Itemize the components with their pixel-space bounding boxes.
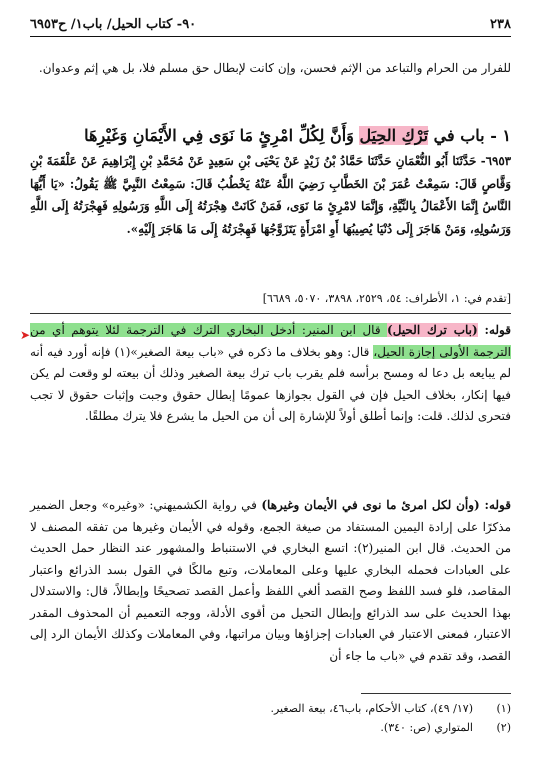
page-header (30, 14, 511, 34)
chapter-title (30, 124, 511, 148)
running-title: ٩٠- كتاب الحيل/ باب١/ ح٦٩٥٣ (30, 16, 197, 32)
commentary-1-highlight: قال ابن المنير: أدخل البخاري الترك في الترجمة لئلا يتوهم أي من الترجمة الأولى إجازة الحيل، (30, 323, 511, 359)
commentary-1-text: قال: وهو بخلاف ما ذكره في «باب بيعة الصغير»(١) فإنه أورد فيه أنه لم يبايعه بل دعا له ومسح برأسه فلم يقرب باب ترك بيعة الصغير وذلك أن بيعته لو وقعت لم يكن فيها إنكار، بخلاف الحيل فإن في القول بجوازها عمومًا إبطال حقوق وجبت وإثبات حقوق لا تجب فتحرى لذلك. قلت: وإنما أطلق أولاً للإشارة إلى أن من الحيل ما يشرع فلا يترك مطلقًا. (30, 344, 511, 423)
footnote-item (30, 699, 511, 718)
chapter-highlight: تَرْكِ الحِيَل (359, 126, 429, 145)
footnote-text: (١٧/ ٤٩)، كتاب الأحكام، باب٤٦، بيعة الصغير. (270, 702, 473, 715)
commentary-2-text: في رواية الكشميهني: «وغيره» وجعل الضمير مذكرًا على إرادة اليمين المستفاد من صيغة الجمع، وقوله في الأيمان وغيرها من تفقه المصنف لا من الحديث. قال ابن المنير(٢): اتسع البخاري في الاستنباط والمشهور عند النظار حمل الحديث على العبادات فحمله البخاري عليها وعلى المعاملات، وتبع مالكًا في القول بسد الذرائع واعتبار المقاصد، فلو فسد اللفظ وصح القصد ألغي اللفظ وأعمل القصد تصحيحًا وإبطالاً، قال: والاستدلال بهذا الحديث على سد الذرائع وإبطال التحيل من أقوى الأدلة، ووجه التعميم أن المحذوف المقدر الاعتبار، فمعنى الاعتبار في العبادات إجزاؤها وبيان مراتبها، وفي المعاملات وكذلك الأيمان الرد إلى القصد، وقد تقدم في «باب ما جاء أن (30, 498, 511, 663)
footnote-number: (٢) (496, 721, 511, 734)
arrow-marker (1, 328, 30, 342)
footnote-divider (361, 693, 511, 694)
commentary-1 (30, 320, 511, 428)
commentary-2-quote: (وأن لكل امرئ ما نوى في الأيمان وغيرها) (261, 498, 480, 512)
hadith-text: - حَدَّثَنَا أَبُو النُّعْمَانِ حَدَّثَنَا حَمَّادُ بْنُ زَيْدٍ عَنْ يَحْيَى بْنِ سَعِيدٍ عَنْ مُحَمَّدِ بْنِ إِبْرَاهِيمَ عَنْ عَلْقَمَةَ بْنِ وَقَّاصٍ قَالَ: سَمِعْتُ عُمَرَ بْنَ الخَطَّابِ رَضِيَ اللَّهُ عَنْهُ يَخْطُبُ قَالَ: سَمِعْتُ النَّبِيَّ ﷺ يَقُولُ: «يَا أَيُّهَا النَّاسُ إِنَّمَا الأَعْمَالُ بِالنِّيَّةِ، وَإِنَّمَا لامْرِئٍ مَا نَوَى، فَمَنْ كَانَتْ هِجْرَتُهُ إِلَى اللَّهِ وَرَسُولِهِ فَهِجْرَتُهُ إِلَى اللَّهِ وَرَسُولِهِ، وَمَنْ هَاجَرَ إِلَى دُنْيَا يُصِيبُهَا أَوِ امْرَأَةٍ يَتَزَوَّجُهَا فَهِجْرَتُهُ إِلَى مَا هَاجَرَ إِلَيْهِ». (30, 154, 511, 236)
footnotes (30, 699, 511, 737)
commentary-2 (30, 495, 511, 667)
chapter-prefix: ١ - باب في (428, 126, 511, 145)
page-number: ٢٣٨ (490, 16, 511, 32)
commentary-1-quote: (باب ترك الحيل) (387, 323, 478, 337)
commentary-1-lead: قوله: (477, 323, 511, 337)
footnote-number: (١) (496, 702, 511, 715)
arrow-icon: ➤ (19, 328, 30, 342)
section-divider (30, 313, 511, 314)
footnote-item (30, 718, 511, 737)
header-divider (30, 36, 511, 37)
hadith-text-block (30, 150, 511, 240)
cross-references: [تقدم في: ١، الأطراف: ٥٤، ٢٥٢٩، ٣٨٩٨، ٥٠٧٠، ٦٦٨٩] (262, 292, 511, 305)
intro-paragraph: للفرار من الحرام والتباعد من الإثم فحسن، وإن كانت لإبطال حق مسلم فلا، بل هي إثم وعدوان. (38, 61, 511, 75)
chapter-rest: وَأَنَّ لِكُلِّ امْرِئٍ مَا نَوَى فِي الأَيْمَانِ وَغَيْرِهَا (84, 126, 360, 145)
commentary-2-lead: قوله: (479, 498, 511, 512)
hadith-number: ٦٩٥٣ (485, 154, 511, 168)
footnote-text: المتواري (ص: ٣٤٠). (380, 721, 473, 734)
